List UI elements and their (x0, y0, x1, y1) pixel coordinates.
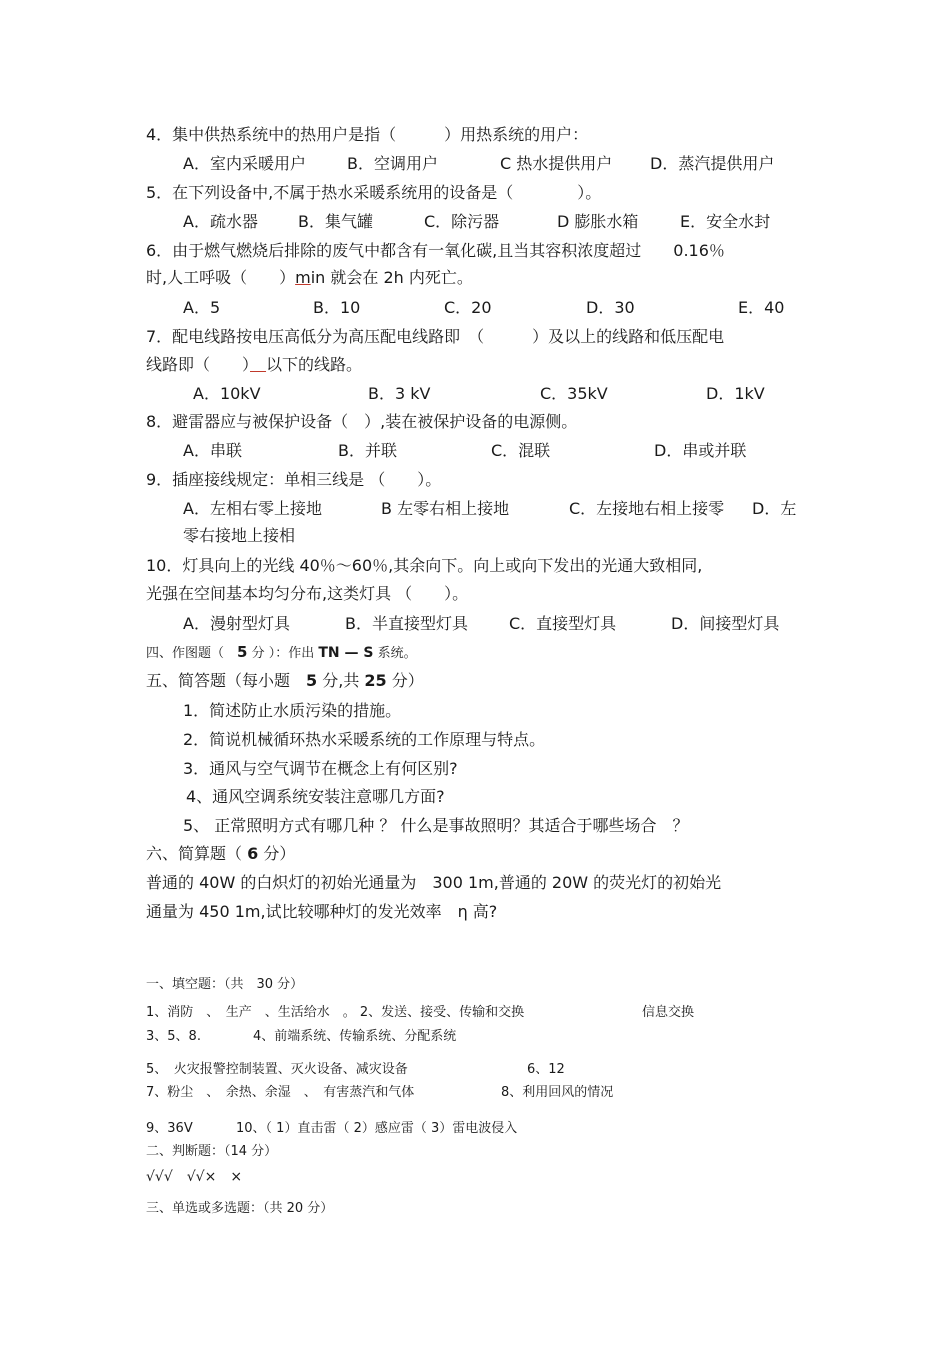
question-10-stem-line2: 光强在空间基本均匀分布,这类灯具 （ ）。 (146, 584, 469, 603)
q8-option-b: B．并联 (338, 441, 397, 460)
answer-line3-b: 6、12 (527, 1062, 565, 1077)
q10-option-d: D．间接型灯具 (671, 614, 780, 633)
q7-option-c: C．35kV (540, 384, 608, 403)
section-5-item-1: 1．简述防止水质污染的措施。 (183, 701, 402, 720)
q9-option-c: C．左接地右相上接零 (569, 499, 725, 518)
section-5-text-a: 五、简答题（每小题 (146, 671, 307, 690)
answer-line4-a: 7、粉尘 、 余热、余湿 、 有害蒸汽和气体 (146, 1085, 415, 1100)
q6-option-c: C．20 (444, 298, 492, 317)
section-5-score-each: 5 (306, 671, 318, 690)
answer-fill-title: 一、填空题：（共 30 分） (146, 977, 304, 992)
section-5-item-3: 3．通风与空气调节在概念上有何区别? (183, 759, 458, 778)
q8-option-d: D．串或并联 (654, 441, 747, 460)
section-4-score: 5 (237, 643, 248, 661)
section-6-score: 6 (247, 844, 259, 863)
section-5-item-4: 4、通风空调系统安装注意哪几方面? (186, 787, 445, 806)
q9-option-d: D．左 (752, 499, 797, 518)
answer-line5-b: 10、（ 1）直击雷（ 2）感应雷（ 3）雷电波侵入 (236, 1121, 518, 1136)
answer-choice-title: 三、单选或多选题：（共 20 分） (146, 1201, 334, 1216)
answer-line1-a: 1、消防 、 生产 、生活给水 。 2、发送、接受、传输和交换 (146, 1005, 525, 1020)
q6-line2-text-b: in 就会在 2h 内死亡。 (310, 268, 473, 287)
q4-option-c: C 热水提供用户 (500, 154, 613, 173)
section-6-text-b: 分） (258, 844, 296, 863)
q6-option-a: A．5 (183, 298, 221, 317)
answer-line4-b: 8、利用回风的情况 (501, 1085, 614, 1100)
question-6-stem-line1: 6．由于燃气燃烧后排除的废气中都含有一氧化碳,且当其容积浓度超过 0.16％ (146, 241, 725, 260)
q7-option-a: A．10kV (193, 384, 261, 403)
q9-option-d-continued: 零右接地上接相 (183, 526, 296, 545)
question-6-stem-line2 (146, 267, 473, 289)
answer-judge-title: 二、判断题：（14 分） (146, 1144, 278, 1159)
q5-option-a: A．疏水器 (183, 212, 258, 231)
section-4-text-a: 四、作图题（ (146, 646, 238, 661)
q6-option-d: D．30 (586, 298, 635, 317)
question-10-stem-line1: 10．灯具向上的光线 40％～60％,其余向下。向上或向下发出的光通大致相同, (146, 556, 703, 575)
q10-option-a: A．漫射型灯具 (183, 614, 290, 633)
section-5-text-c: 分） (386, 671, 424, 690)
section-4-text-b: 分 ）：作出 (247, 646, 319, 661)
question-5-stem: 5．在下列设备中,不属于热水采暖系统用的设备是（ ）。 (146, 183, 602, 202)
q9-option-b: B 左零右相上接地 (381, 499, 510, 518)
q4-option-b: B．空调用户 (347, 154, 438, 173)
q8-option-c: C．混联 (491, 441, 551, 460)
q7-option-b: B．3 kV (368, 384, 431, 403)
q8-option-a: A．串联 (183, 441, 242, 460)
answer-line1-b: 信息交换 (642, 1005, 695, 1020)
section-5-item-2: 2．简说机械循环热水采暖系统的工作原理与特点。 (183, 730, 546, 749)
question-9-stem: 9．插座接线规定：单相三线是 （ ）。 (146, 470, 442, 489)
q5-option-d: D 膨胀水箱 (557, 212, 639, 231)
q6-option-b: B．10 (313, 298, 361, 317)
q5-option-e: E．安全水封 (680, 212, 771, 231)
q7-line2-text-a: 线路即（ ） (146, 355, 251, 374)
q9-option-a: A．左相右零上接地 (183, 499, 322, 518)
q4-option-d: D．蒸汽提供用户 (650, 154, 775, 173)
section-5-heading (146, 670, 424, 692)
answer-line3-a: 5、 火灾报警控制装置、灭火设备、减灾设备 (146, 1062, 408, 1077)
section-5-score-total: 25 (364, 671, 387, 690)
q7-line2-blank (250, 355, 266, 374)
q10-option-c: C．直接型灯具 (509, 614, 617, 633)
q7-line2-text-b: 以下的线路。 (266, 355, 363, 374)
q6-line2-text-a: 时,人工呼吸（ ） (146, 268, 296, 287)
question-7-stem-line2 (146, 354, 362, 376)
answer-line2-b: 4、前端系统、传输系统、分配系统 (253, 1029, 457, 1044)
section-6-body-line2: 通量为 450 1m,试比较哪种灯的发光效率 η 高? (146, 902, 498, 921)
section-5-text-b: 分,共 (317, 671, 365, 690)
answer-line2-a: 3、5、8. (146, 1029, 201, 1044)
q6-option-e: E．40 (738, 298, 785, 317)
section-4-system-name: TN — S (318, 645, 374, 661)
section-4-text-c: 系统。 (373, 646, 417, 661)
q6-line2-underlined: m (295, 268, 311, 287)
section-4-heading (146, 643, 417, 663)
q7-option-d: D．1kV (706, 384, 765, 403)
section-6-text-a: 六、简算题（ (146, 844, 248, 863)
question-4-stem: 4．集中供热系统中的热用户是指（ ）用热系统的用户： (146, 125, 589, 144)
q5-option-c: C．除污器 (424, 212, 500, 231)
section-6-heading (146, 843, 295, 865)
question-7-stem-line1: 7．配电线路按电压高低分为高压配电线路即 （ ）及以上的线路和低压配电 (146, 327, 725, 346)
q4-option-a: A．室内采暖用户 (183, 154, 306, 173)
q10-option-b: B．半直接型灯具 (345, 614, 468, 633)
section-5-item-5: 5、 正常照明方式有哪几种 ？ 什么是事故照明？其适合于哪些场合 ？ (183, 816, 689, 835)
answer-line5-a: 9、36V (146, 1121, 193, 1136)
answer-judge-marks: √√√ √√× × (146, 1169, 243, 1185)
section-6-body-line1: 普通的 40W 的白炽灯的初始光通量为 300 1m,普通的 20W 的荧光灯的初始光 (146, 873, 722, 892)
q5-option-b: B．集气罐 (298, 212, 373, 231)
question-8-stem: 8．避雷器应与被保护设备（ ）,装在被保护设备的电源侧。 (146, 412, 578, 431)
